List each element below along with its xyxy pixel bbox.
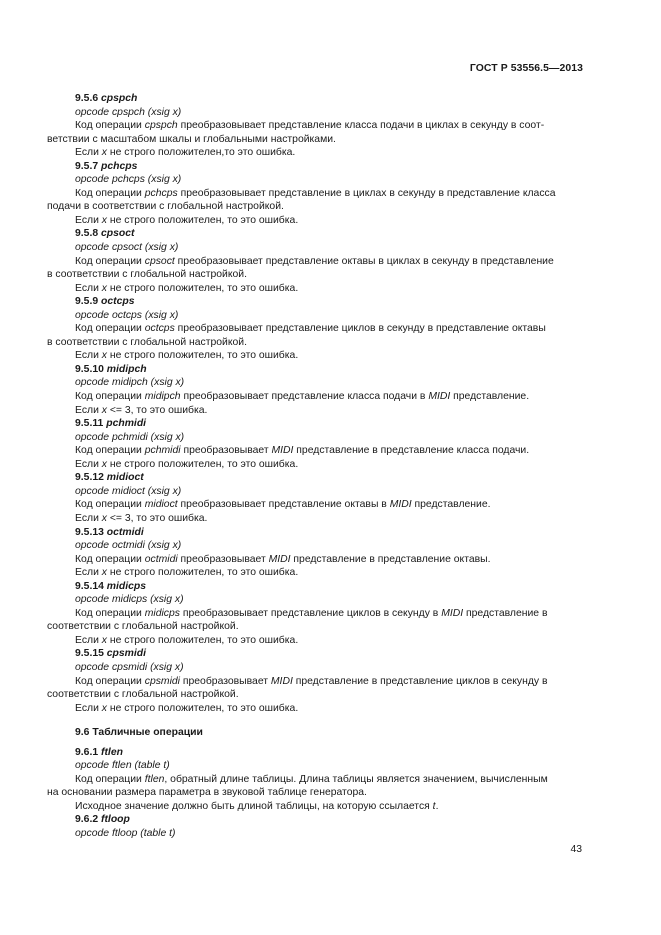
opcode-name: cpsmidi [106,648,147,660]
midi-term: MIDI [428,391,451,403]
opcode-ref: ftlen [144,773,165,785]
text-run: не строго положителен, то это ошибка. [106,282,299,294]
section-heading [47,647,585,661]
opcode-ref: cpspch [144,120,178,132]
opcode-name: octcps [101,296,135,308]
text-run: Код операции [75,499,145,511]
section-9-5-7 [47,160,585,228]
text-run: Код операции [75,607,145,619]
error-condition [47,634,585,648]
opcode-name: pchmidi [106,418,147,430]
opcode-ref: cpsmidi [144,675,180,687]
standard-header: ГОСТ Р 53556.5—2013 [469,63,583,74]
text-run: преобразовывает [180,445,272,457]
text-run: Код операции [75,323,145,335]
variable-ref: x [101,512,107,524]
text-run: Код операции [75,391,145,403]
text-run: не строго положителен, то это ошибка. [106,567,299,579]
text-run: преобразовывает [177,553,269,565]
opcode-signature: opcode midicps (xsig x) [75,594,184,606]
text-run: Если [75,634,102,646]
opcode-signature: opcode ftloop (table t) [75,827,176,839]
text-run: Если [75,214,102,226]
midi-term: MIDI [271,445,294,457]
text-run: не строго положителен, то это ошибка. [106,458,299,470]
midi-term: MIDI [268,553,291,565]
description [47,390,585,404]
description [47,187,585,201]
opcode-signature: opcode cpsoct (xsig x) [75,242,179,254]
text-run: не строго положителен,то это ошибка. [106,147,296,159]
text-run: Если [75,350,102,362]
spacer [47,715,585,726]
opcode-ref: pchmidi [144,445,181,457]
description [47,498,585,512]
section-heading [47,160,585,174]
variable-ref: x [101,147,107,159]
variable-ref: t [432,800,436,812]
section-heading [47,417,585,431]
variable-ref: x [101,282,107,294]
midi-term: MIDI [270,675,293,687]
error-condition [47,282,585,296]
description-continued: в соответствии с глобальной настройкой. [47,269,247,281]
section-9-6-heading: 9.6 Табличные операции [75,727,203,739]
description [47,444,585,458]
error-condition [47,214,585,228]
text-run: Исходное значение должно быть длиной таблицы, на которую ссылается [75,800,433,812]
text-run: Код операции [75,255,145,267]
text-run: Код операции [75,187,145,199]
text-run: Если [75,404,102,416]
section-9-6-2 [47,813,585,840]
section-number: 9.5.7 [75,160,99,172]
text-run: Если [75,147,102,159]
error-condition [47,512,585,526]
opcode-signature: opcode midipch (xsig x) [75,377,185,389]
opcode-name: cpspch [101,93,138,104]
midi-term: MIDI [389,499,412,511]
opcode-signature: opcode octmidi (xsig x) [75,540,182,552]
text-run: Код операции [75,773,145,785]
page-number: 43 [570,844,582,855]
section-9-6-1 [47,746,585,814]
description [47,607,585,621]
section-number: 9.5.8 [75,228,99,240]
variable-ref: x [101,634,107,646]
opcode-ref: cpsoct [144,255,175,267]
opcode-name: ftloop [101,814,130,826]
text-run: представление. [450,391,530,403]
description [47,773,585,787]
section-9-5-10 [47,363,585,417]
variable-ref: x [101,567,107,579]
description-continued: ветствии с масштабом шкалы и глобальными настройками. [47,133,336,145]
variable-ref: x [101,458,107,470]
text-run: Код операции [75,120,145,132]
text-run: Код операции [75,553,145,565]
text-run: преобразовывает представление октавы в циклах в секунду в представление [174,255,554,267]
opcode-name: ftlen [101,746,123,758]
description [47,255,585,269]
opcode-name: midioct [106,472,144,484]
error-condition [47,702,585,716]
page-body [47,92,585,841]
section-number: 9.5.15 [75,648,104,660]
text-run: не строго положителен, то это ошибка. [106,350,299,362]
midi-term: MIDI [441,607,464,619]
section-heading [47,813,585,827]
section-heading [47,295,585,309]
opcode-ref: midioct [144,499,178,511]
text-run: Если [75,282,102,294]
text-run: , обратный длине таблицы. Длина таблицы является значением, вычисленным [164,773,548,785]
section-9-5-9 [47,295,585,363]
text-run: преобразовывает представление класса подачи в [180,391,429,403]
opcode-signature: opcode cpsmidi (xsig x) [75,661,184,673]
section-number: 9.5.6 [75,93,99,104]
description [47,675,585,689]
section-heading [47,92,585,106]
opcode-ref: octmidi [144,553,178,565]
section-number: 9.5.11 [75,418,104,430]
section-heading [47,746,585,760]
opcode-signature: opcode pchcps (xsig x) [75,174,182,186]
section-9-5-15 [47,647,585,715]
opcode-signature: opcode midioct (xsig x) [75,485,182,497]
section-heading [47,227,585,241]
section-number: 9.5.13 [75,526,104,538]
description-continued: подачи в соответствии с глобальной настройкой. [47,201,284,213]
opcode-name: pchcps [101,160,138,172]
text-run: . [435,800,439,812]
text-run: преобразовывает представление в циклах в секунду в представление класса [177,187,556,199]
description-continued: соответствии с глобальной настройкой. [47,689,239,701]
variable-ref: x [101,702,107,714]
text-run: не строго положителен, то это ошибка. [106,702,299,714]
section-heading [47,580,585,594]
section-heading [47,471,585,485]
opcode-ref: octcps [144,323,175,335]
text-run: <= 3, то это ошибка. [106,404,208,416]
text-run: Если [75,512,102,524]
text-run: Код операции [75,675,145,687]
error-condition [47,566,585,580]
section-number: 9.5.9 [75,296,99,308]
opcode-ref: midipch [144,391,181,403]
text-run: преобразовывает представление октавы в [177,499,390,511]
opcode-name: midicps [106,580,147,592]
opcode-signature: opcode ftlen (table t) [75,760,170,772]
section-number: 9.5.14 [75,580,104,592]
section-9-5-8 [47,227,585,295]
error-condition [47,349,585,363]
text-run: представление в [463,607,548,619]
section-9-5-14 [47,580,585,648]
section-heading [47,363,585,377]
text-run: представление в представление циклов в секунду в [292,675,548,687]
variable-ref: x [101,404,107,416]
error-condition [47,404,585,418]
section-9-5-13 [47,526,585,580]
section-number: 9.5.10 [75,363,104,375]
description [47,119,585,133]
text-run: Если [75,567,102,579]
variable-ref: x [101,350,107,362]
text-run: преобразовывает [179,675,271,687]
opcode-ref: pchcps [144,187,178,199]
text-run: не строго положителен, то это ошибка. [106,634,299,646]
opcode-signature: opcode pchmidi (xsig x) [75,431,185,443]
text-run: преобразовывает представление циклов в секунду в представление октавы [174,323,546,335]
section-9-5-11 [47,417,585,471]
text-run: представление в представление октавы. [290,553,491,565]
text-run: <= 3, то это ошибка. [106,512,208,524]
variable-ref: x [101,214,107,226]
opcode-name: midipch [106,363,147,375]
description-continued: на основании размера параметра в звуковой таблице генератора. [47,787,367,799]
opcode-ref: midicps [144,607,180,619]
opcode-name: cpsoct [101,228,135,240]
text-run: преобразовывает представление класса подачи в циклах в секунду в соот- [177,120,545,132]
section-9-5-12 [47,471,585,525]
error-condition [47,146,585,160]
section-number: 9.6.1 [75,746,99,758]
opcode-signature: opcode octcps (xsig x) [75,309,179,321]
text-run: Код операции [75,445,145,457]
description-continued: в соответствии с глобальной настройкой. [47,336,247,348]
text-run: представление в представление класса подачи. [293,445,530,457]
section-number: 9.5.12 [75,472,104,484]
description [47,553,585,567]
opcode-name: octmidi [106,526,144,538]
error-condition [47,458,585,472]
section-heading [47,526,585,540]
text-run: преобразовывает представление циклов в секунду в [179,607,442,619]
description-continued: соответствии с глобальной настройкой. [47,621,239,633]
text-run: Если [75,458,102,470]
text-run: не строго положителен, то это ошибка. [106,214,299,226]
opcode-signature: opcode cpspch (xsig x) [75,106,182,118]
initial-value-note [47,800,585,814]
section-9-5-6 [47,92,585,160]
description [47,322,585,336]
text-run: представление. [411,499,491,511]
text-run: Если [75,702,102,714]
section-number: 9.6.2 [75,814,99,826]
